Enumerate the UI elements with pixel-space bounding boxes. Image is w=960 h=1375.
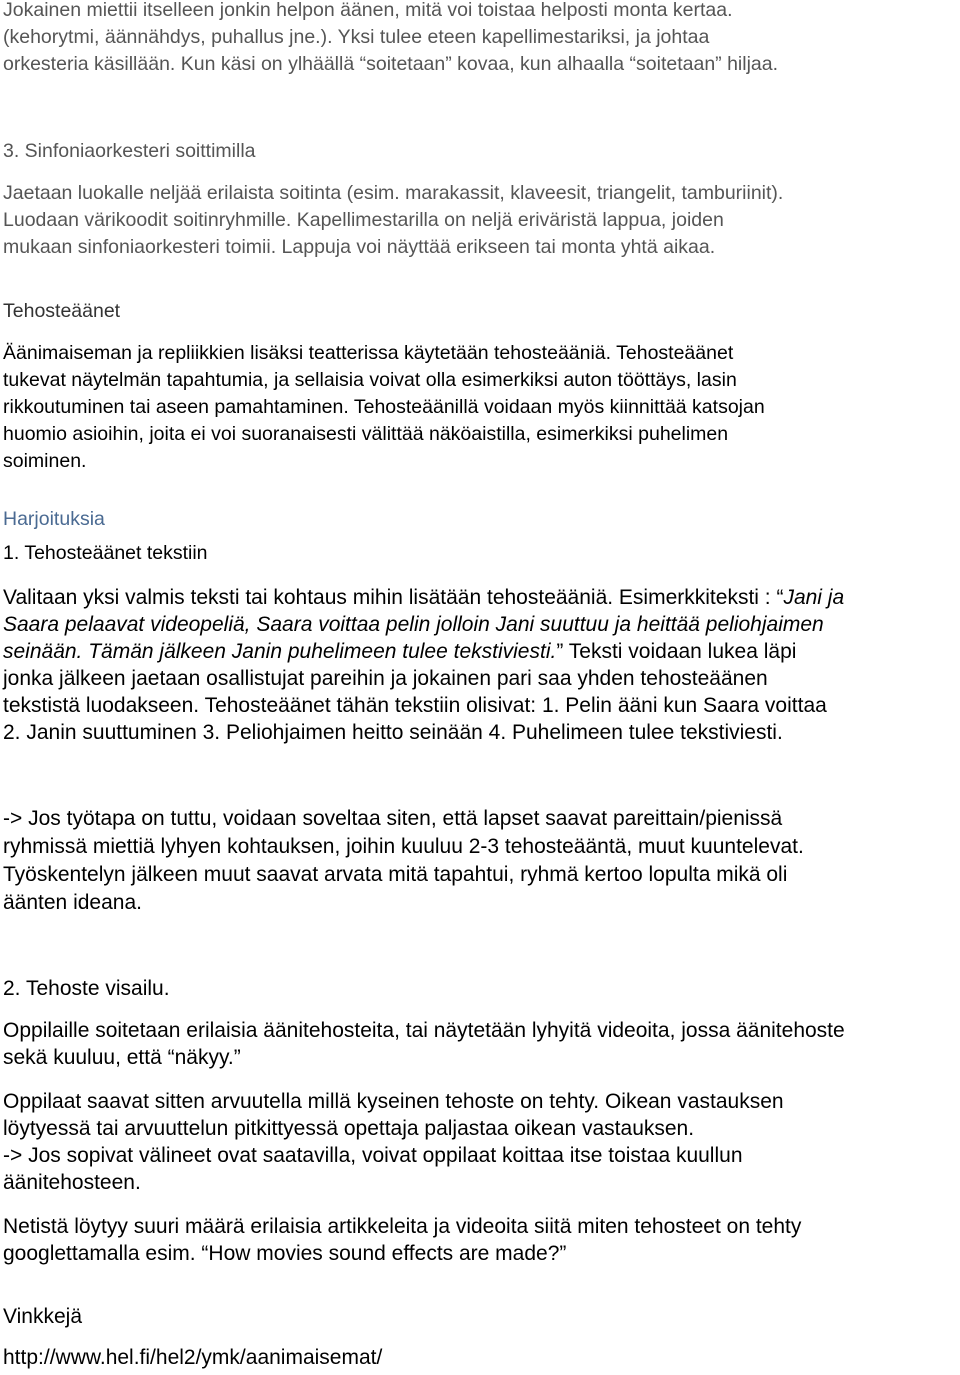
body-line: tukevat näytelmän tapahtumia, ja sellaisia voivat olla esimerkiksi auton tööttäys, lasin	[3, 369, 737, 391]
section-heading-tehosteaanet: Tehosteäänet	[3, 300, 121, 322]
tip-line: ryhmissä miettiä lyhyen kohtauksen, joihin kuuluu 2-3 tehosteääntä, muut kuuntelevat.	[3, 835, 804, 858]
example-text-line	[3, 611, 824, 639]
aanimaisemat-link[interactable]: http://www.hel.fi/hel2/ymk/aanimaisemat/	[3, 1346, 383, 1369]
exercise-heading: 1. Tehosteäänet tekstiin	[3, 542, 208, 564]
exercise-text-line: googlettamalla esim. “How movies sound effects are made?”	[3, 1242, 567, 1265]
example-text: seinään. Tämän jälkeen Janin puhelimeen tulee tekstiviesti.	[3, 640, 557, 663]
section-heading-sinfoniaorkesteri: 3. Sinfoniaorkesteri soittimilla	[3, 140, 256, 162]
example-text: Jani ja	[783, 586, 845, 609]
exercise-text-line: jonka jälkeen jaetaan osallistujat pareihin ja jokainen pari saa yhden tehosteäänen	[3, 667, 768, 690]
tip-line: -> Jos työtapa on tuttu, voidaan soveltaa siten, että lapset saavat pareittain/pienissä	[3, 807, 783, 830]
intro-line: orkesteria käsillään. Kun käsi on ylhäällä “soitetaan” kovaa, kun alhaalla “soitetaan” hiljaa.	[3, 53, 779, 75]
tip-line: äänten ideana.	[3, 891, 142, 914]
exercise-text-line	[3, 638, 796, 666]
exercise-heading: 2. Tehoste visailu.	[3, 977, 170, 1000]
body-line: soiminen.	[3, 450, 87, 472]
body-line: Jaetaan luokalle neljää erilaista soitinta (esim. marakassit, klaveesit, triangelit, tamburiinit).	[3, 182, 784, 204]
body-line: rikkoutuminen tai aseen pamahtaminen. Tehosteäänillä voidaan myös kiinnittää katsojan	[3, 396, 765, 418]
exercise-text: Valitaan yksi valmis teksti tai kohtaus mihin lisätään tehosteääniä. Esimerkkiteksti : “	[3, 586, 784, 609]
body-line: mukaan sinfoniaorkesteri toimii. Lappuja voi näyttää erikseen tai monta yhtä aikaa.	[3, 236, 716, 258]
exercise-text: ” Teksti voidaan lukea läpi	[556, 640, 797, 663]
section-heading-harjoituksia: Harjoituksia	[3, 508, 105, 530]
exercise-text-line: -> Jos sopivat välineet ovat saatavilla, voivat oppilaat koittaa itse toistaa kuullun	[3, 1144, 743, 1167]
exercise-text-line: Netistä löytyy suuri määrä erilaisia artikkeleita ja videoita siitä miten tehosteet on tehty	[3, 1215, 802, 1238]
tip-line: Työskentelyn jälkeen muut saavat arvata mitä tapahtui, ryhmä kertoo lopulta mikä oli	[3, 863, 788, 886]
exercise-text-line: Oppilaat saavat sitten arvuutella millä kyseinen tehoste on tehty. Oikean vastauksen	[3, 1090, 784, 1113]
exercise-text-line: sekä kuuluu, että “näkyy.”	[3, 1046, 241, 1069]
example-text: Saara pelaavat videopeliä, Saara voittaa pelin jolloin Jani suuttuu ja heittää peliohjaimen	[3, 613, 824, 636]
exercise-text-line: 2. Janin suuttuminen 3. Peliohjaimen heitto seinään 4. Puhelimeen tulee tekstiviesti.	[3, 721, 783, 744]
exercise-text-line: Oppilaille soitetaan erilaisia äänitehosteita, tai näytetään lyhyitä videoita, jossa äänitehoste	[3, 1019, 845, 1042]
body-line: huomio asioihin, joita ei voi suoranaisesti välittää näköaistilla, esimerkiksi puhelimen	[3, 423, 729, 445]
body-line: Äänimaiseman ja repliikkien lisäksi teatterissa käytetään tehosteääniä. Tehosteäänet	[3, 342, 734, 364]
body-line: Luodaan värikoodit soitinryhmille. Kapellimestarilla on neljä eriväristä lappua, joiden	[3, 209, 724, 231]
exercise-text-line	[3, 584, 844, 612]
exercise-text-line: löytyessä tai arvuuttelun pitkittyessä opettaja paljastaa oikean vastauksen.	[3, 1117, 695, 1140]
exercise-text-line: äänitehosteen.	[3, 1171, 141, 1194]
section-heading-vinkkeja: Vinkkejä	[3, 1305, 82, 1328]
intro-line: Jokainen miettii itselleen jonkin helpon äänen, mitä voi toistaa helposti monta kertaa.	[3, 0, 733, 21]
exercise-text-line: tekstistä luodakseen. Tehosteäänet tähän tekstiin olisivat: 1. Pelin ääni kun Saara voittaa	[3, 694, 827, 717]
intro-line: (kehorytmi, äännähdys, puhallus jne.). Yksi tulee eteen kapellimestariksi, ja johtaa	[3, 26, 710, 48]
